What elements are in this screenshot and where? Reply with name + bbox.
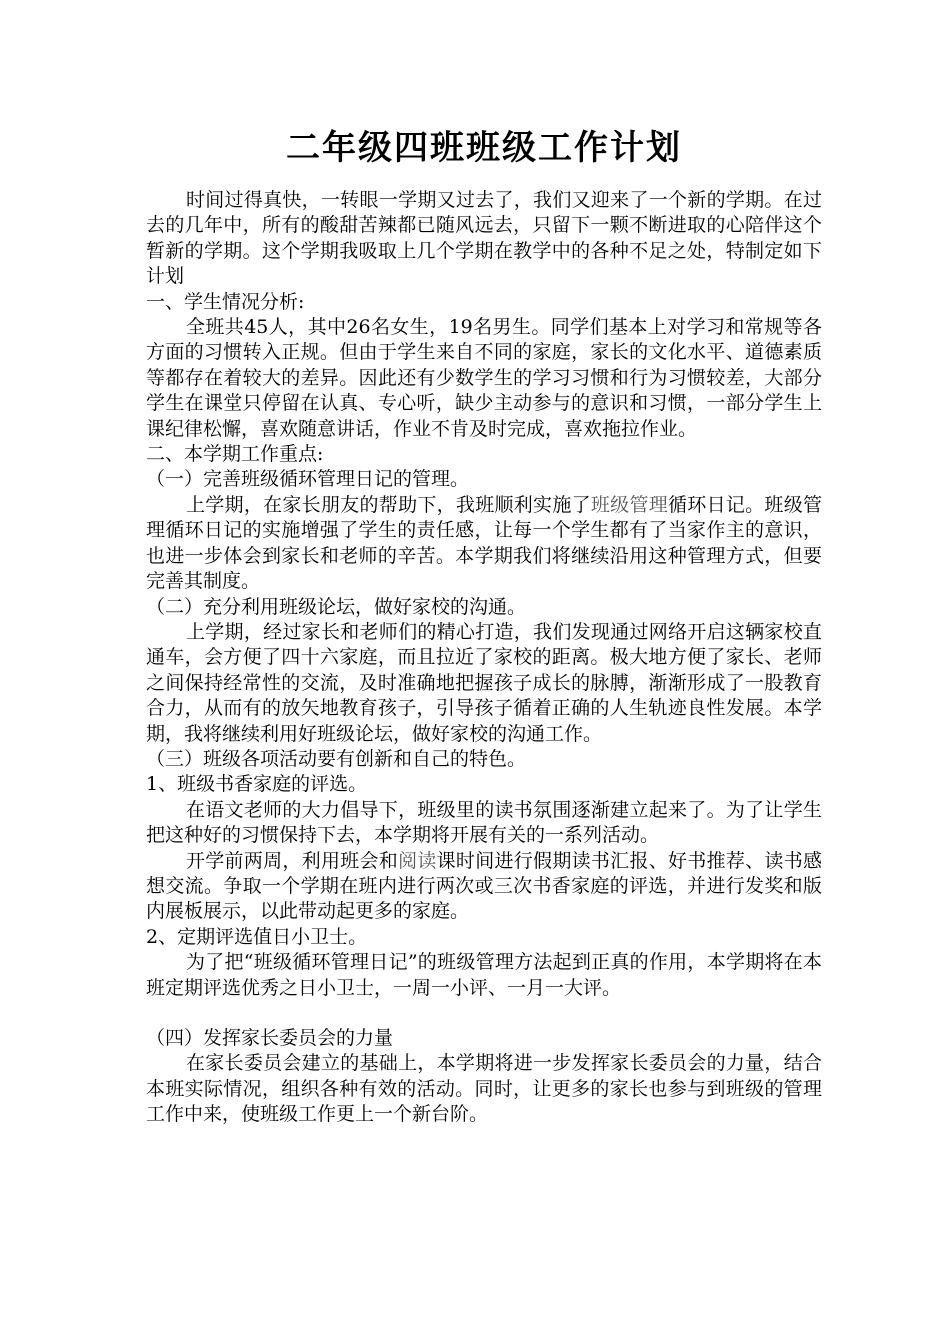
item-1-body-2: 开学前两周，利用班会和阅读课时间进行假期读书汇报、好书推荐、读书感想交流。争取一个学期在班内进行两次或三次书香家庭的评选，并进行发奖和版内展板展示，以此带动起更多的家庭。 — [146, 849, 822, 923]
document-title: 二年级四班班级工作计划 — [286, 128, 682, 168]
subsection-2-body: 上学期，经过家长和老师们的精心打造，我们发现通过网络开启这辆家校直通车，会方便了四十六家庭，而且拉近了家校的距离。极大地方便了家长、老师之间保持经常性的交流，及时准确地把握孩子成长的脉膊，渐渐形成了一股教育合力，从而有的放矢地教育孩子，引导孩子循着正确的人生轨迹良性发展。本学期，我将继续利用好班级论坛，做好家校的沟通工作。 — [146, 620, 822, 745]
subsection-3-heading: （三）班级各项活动要有创新和自己的特色。 — [146, 747, 527, 770]
item-2-body: 为了把“班级循环管理日记”的班级管理方法起到正真的作用，本学期将在本班定期评选优秀之日小卫士，一周一小评、一月一大评。 — [146, 951, 822, 999]
section-1-body: 全班共45人，其中26名女生，19名男生。同学们基本上对学习和常规等各方面的习惯转入正规。但由于学生来自不同的家庭，家长的文化水平、道德素质等都存在着较大的差异。因此还有少数学生的学习习惯和行为习惯较差，大部分学生在课堂只停留在认真、专心听，缺少主动参与的意识和习惯，一部分学生上课纪律松懈，喜欢随意讲话，作业不肯及时完成，喜欢拖拉作业。 — [146, 316, 822, 440]
subsection-1-body: 上学期，在家长朋友的帮助下，我班顺利实施了班级管理循环日记。班级管理循环日记的实施增强了学生的责任感，让每一个学生都有了当家作主的意识，也进一步体会到家长和老师的辛苦。本学期我们将继续沿用这种管理方式，但要完善其制度。 — [146, 493, 822, 593]
item-1-body-1: 在语文老师的大力倡导下，班级里的读书氛围逐渐建立起来了。为了让学生把这种好的习惯保持下去，本学期将开展有关的一系列活动。 — [146, 798, 822, 847]
paragraph-gap — [146, 1001, 822, 1026]
item-2-heading: 2、定期评选值日小卫士。 — [146, 925, 368, 948]
subsection-1-heading: （一）完善班级循环管理日记的管理。 — [146, 468, 470, 491]
reading-link[interactable]: 阅读 — [398, 849, 437, 872]
subsection-2-heading: （二）充分利用班级论坛，做好家校的沟通。 — [146, 595, 527, 618]
subsection-4-body: 在家长委员会建立的基础上，本学期将进一步发挥家长委员会的力量，结合本班实际情况，组织各种有效的活动。同时，让更多的家长也参与到班级的管理工作中来，使班级工作更上一个新台阶。 — [146, 1052, 822, 1126]
class-management-link[interactable]: 班级管理 — [590, 493, 669, 516]
document-page — [146, 120, 822, 1128]
intro-paragraph: 时间过得真快，一转眼一学期又过去了，我们又迎来了一个新的学期。在过去的几年中，所有的酸甜苦辣都已随风远去，只留下一颗不断进取的心陪伴这个暂新的学期。这个学期我吸取上几个学期在教学中的各种不足之处，特制定如下计划 — [146, 189, 822, 288]
section-1-heading: 一、学生情况分析: — [146, 290, 305, 313]
section-2-heading: 二、本学期工作重点: — [146, 443, 324, 466]
subsection-4-heading: （四）发挥家长委员会的力量 — [146, 1027, 394, 1049]
item-1-heading: 1、班级书香家庭的评选。 — [146, 773, 368, 796]
